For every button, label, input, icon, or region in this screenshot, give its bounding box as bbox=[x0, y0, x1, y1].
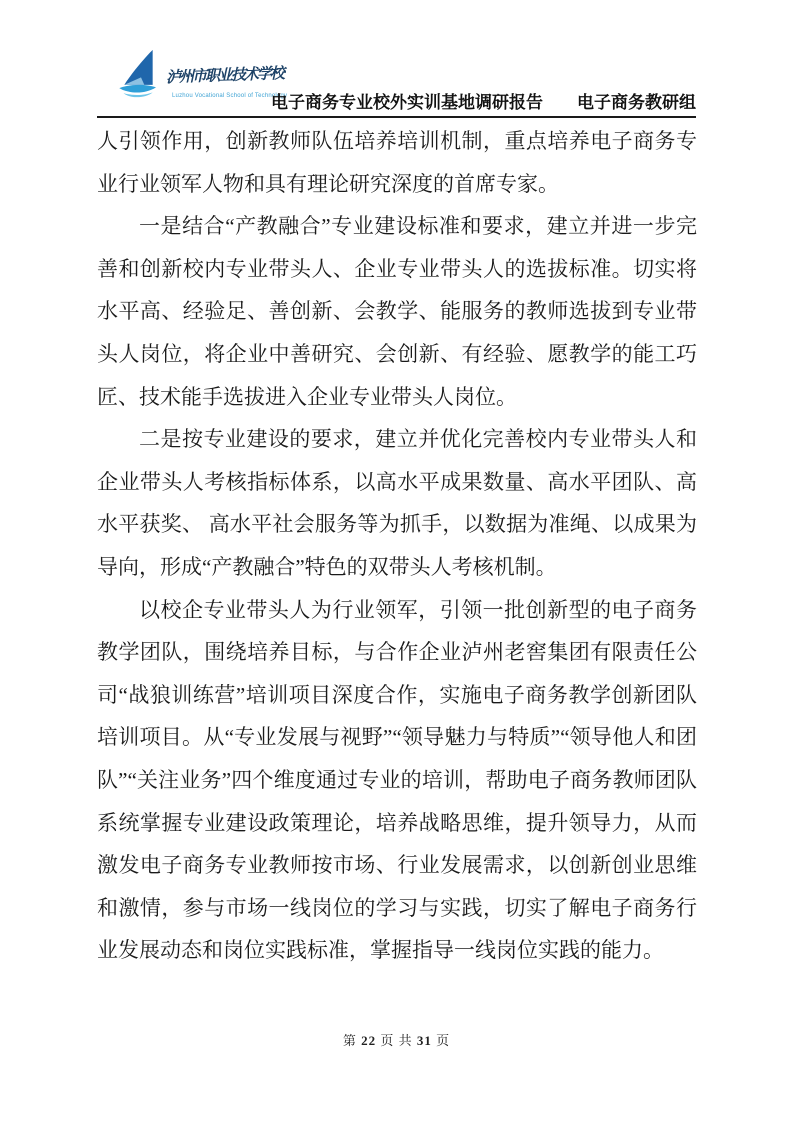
footer-label-prefix: 第 bbox=[342, 1033, 357, 1048]
report-title: 电子商务专业校外实训基地调研报告 bbox=[271, 93, 543, 112]
paragraph-continuation: 人引领作用，创新教师队伍培养培训机制，重点培养电子商务专业行业领军人物和具有理论研究深度的首席专家。 bbox=[97, 129, 697, 196]
page-number-footer bbox=[0, 1030, 793, 1049]
school-logo bbox=[116, 46, 286, 108]
sailboat-logo-icon bbox=[116, 46, 166, 102]
research-group-name: 电子商务教研组 bbox=[577, 93, 696, 112]
school-name-calligraphy: 泸州市职业技术学校 bbox=[165, 64, 284, 87]
paragraph-training-team: 以校企专业带头人为行业领军，引领一批创新型的电子商务教学团队，围绕培养目标，与合作企业泸州老窖集团有限责任公司“战狼训练营”培训项目深度合作，实施电子商务教学创新团队培训项目。从“专业发展与视野”“领导魅力与特质”“领导他人和团队”“关注业务”四个维度通过专业的培训，帮助电子商务教师团队系统掌握专业建设政策理论，培养战略思维，提升领导力，从而激发电子商务专业教师按市场、行业发展需求，以创新创业思维和激情，参与市场一线岗位的学习与实践，切实了解电子商务行业发展动态和岗位实践标准，掌握指导一线岗位实践的能力。 bbox=[97, 597, 697, 963]
current-page-number: 22 bbox=[361, 1033, 377, 1048]
footer-label-suffix: 页 bbox=[436, 1033, 451, 1048]
paragraph-point-two: 二是按专业建设的要求，建立并优化完善校内专业带头人和企业带头人考核指标体系，以高水平成果数量、高水平团队、高水平获奖、 高水平社会服务等为抓手，以数据为准绳、以成果为导向，形成“产教融合”特色的双带头人考核机制。 bbox=[97, 427, 697, 579]
header-divider-line bbox=[97, 116, 696, 118]
document-body bbox=[97, 120, 697, 972]
footer-label-between: 页 共 bbox=[380, 1033, 413, 1048]
header-title bbox=[271, 88, 696, 113]
school-name-english: Luzhou Vocational School of Technology bbox=[172, 93, 288, 99]
total-page-count: 31 bbox=[416, 1033, 432, 1048]
paragraph-point-one: 一是结合“产教融合”专业建设标准和要求，建立并进一步完善和创新校内专业带头人、企业专业带头人的选拔标准。切实将水平高、经验足、善创新、会教学、能服务的教师选拔到专业带头人岗位，将企业中善研究、会创新、有经验、愿教学的能工巧匠、技术能手选拔进入企业专业带头人岗位。 bbox=[97, 214, 697, 409]
